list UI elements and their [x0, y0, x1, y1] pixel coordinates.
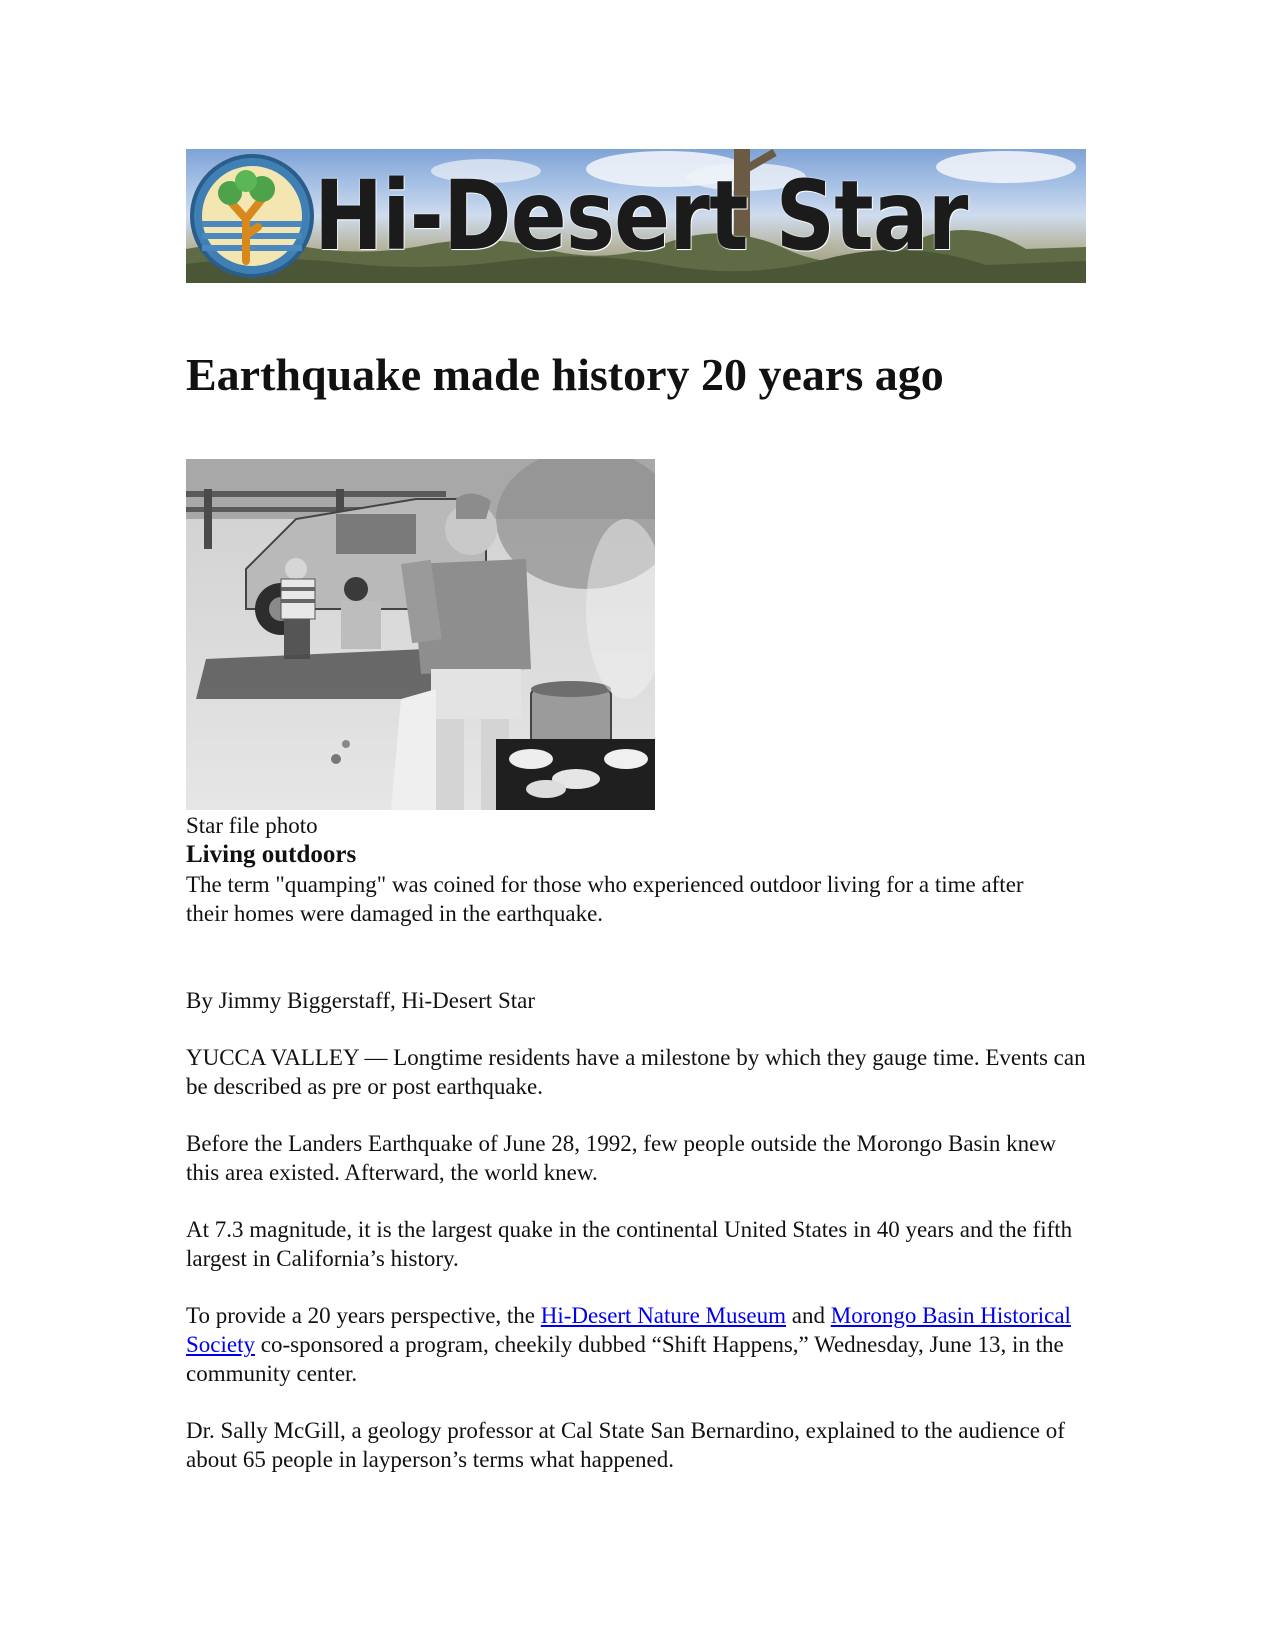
article-paragraph-1: YUCCA VALLEY — Longtime residents have a milestone by which they gauge time. Events can be described as pre or post earthquake. — [186, 1045, 1086, 1099]
article-paragraph-4 — [186, 1301, 1086, 1388]
article-paragraph-3: At 7.3 magnitude, it is the largest quake in the continental United States in 40 years and the fifth largest in California’s history. — [186, 1217, 1073, 1271]
joshua-tree-logo-icon — [192, 156, 312, 276]
article-paragraph-2: Before the Landers Earthquake of June 28, 1992, few people outside the Morongo Basin knew this area existed. Afterward, the world knew. — [186, 1131, 1056, 1185]
photo-title: Living outdoors — [186, 841, 357, 868]
masthead-title: Hi-Desert Star — [314, 160, 968, 272]
paragraph-4-text-before: To provide a 20 years perspective, the — [186, 1303, 541, 1328]
morongo-basin-historical-society-link[interactable]: Morongo Basin Historical Society — [186, 1303, 1071, 1357]
photo-caption-block — [186, 812, 1086, 928]
article-headline: Earthquake made history 20 years ago — [186, 349, 944, 400]
photo-caption: The term "quamping" was coined for those who experienced outdoor living for a time after their homes were damaged in the earthquake. — [186, 872, 1024, 926]
article-paragraph-5: Dr. Sally McGill, a geology professor at Cal State San Bernardino, explained to the audience of about 65 people in layperson’s terms what happened. — [186, 1418, 1065, 1472]
article-photo — [186, 459, 655, 810]
paragraph-4-text-middle: and — [786, 1303, 831, 1328]
masthead-banner — [186, 149, 1086, 283]
hi-desert-nature-museum-link[interactable]: Hi-Desert Nature Museum — [540, 1303, 787, 1328]
article-byline: By Jimmy Biggerstaff, Hi-Desert Star — [186, 988, 535, 1013]
quamping-photo — [186, 459, 655, 810]
paragraph-4-text-after: co-sponsored a program, cheekily dubbed “Shift Happens,” Wednesday, June 13, in the community center. — [186, 1332, 1064, 1386]
article-body — [186, 986, 1086, 1502]
photo-credit: Star file photo — [186, 813, 318, 838]
